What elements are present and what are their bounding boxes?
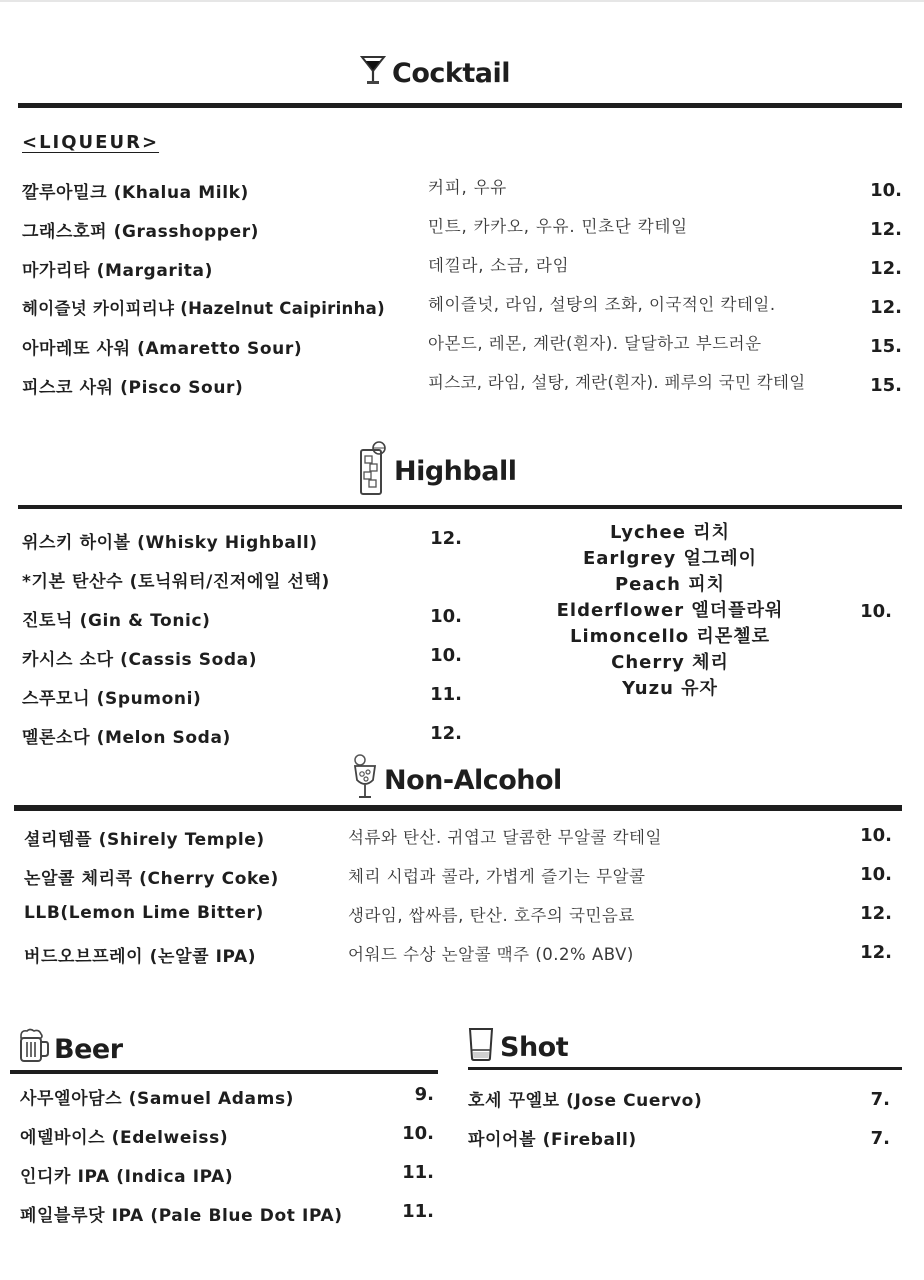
- menu-item-name: 호세 꾸엘보 (Jose Cuervo): [468, 1091, 703, 1111]
- menu-item-name: 헤이즐넛 카이피리냐 (Hazelnut Caipirinha): [22, 299, 385, 318]
- menu-item-desc: 아몬드, 레몬, 계란(흰자). 달달하고 부드러운: [428, 334, 762, 353]
- menu-item-name: 피스코 사워 (Pisco Sour): [22, 378, 244, 398]
- flavor-item: Limoncello 리몬첼로: [570, 626, 770, 647]
- menu-item-name: 에델바이스 (Edelweiss): [20, 1128, 229, 1148]
- non-alcohol-title-text: Non-Alcohol: [384, 765, 562, 796]
- menu-item-desc: 데낄라, 소금, 라임: [428, 256, 570, 275]
- menu-item-name: 사무엘아담스 (Samuel Adams): [20, 1089, 295, 1109]
- shot-section-title: [468, 1026, 568, 1069]
- shot-glass-icon: [468, 1026, 494, 1069]
- menu-item-name: 깔루아밀크 (Khalua Milk): [22, 183, 249, 203]
- flavor-item: Yuzu 유자: [622, 678, 718, 699]
- menu-item-price: 12.: [870, 258, 902, 279]
- menu-item-price: 12.: [870, 219, 902, 240]
- menu-item-name: 진토닉 (Gin & Tonic): [22, 611, 211, 631]
- menu-item-price: 10.: [860, 825, 892, 846]
- menu-item-name: 카시스 소다 (Cassis Soda): [22, 650, 258, 670]
- menu-item-desc: 석류와 탄산. 귀엽고 달콤한 무알콜 칵테일: [348, 828, 662, 847]
- beer-mug-icon: [18, 1028, 50, 1071]
- menu-item-name: 위스키 하이볼 (Whisky Highball): [22, 533, 318, 553]
- menu-item-desc: 어워드 수상 논알콜 맥주 (0.2% ABV): [348, 945, 634, 964]
- liqueur-subheading: <LIQUEUR>: [22, 132, 160, 153]
- menu-item-price: 10.: [402, 1123, 434, 1144]
- highball-section-title: [358, 440, 516, 503]
- beer-title-text: Beer: [54, 1034, 123, 1065]
- non-alcohol-section-title: [352, 754, 562, 807]
- menu-item-price: 9.: [414, 1084, 434, 1105]
- flavor-item: Cherry 체리: [611, 652, 729, 673]
- menu-item-name: 그래스호퍼 (Grasshopper): [22, 222, 260, 242]
- menu-item-desc: 커피, 우유: [428, 178, 508, 197]
- menu-item-price: 12.: [860, 942, 892, 963]
- menu-item-desc: 피스코, 라임, 설탕, 계란(흰자). 페루의 국민 칵테일: [428, 373, 806, 392]
- menu-item-price: 7.: [870, 1089, 890, 1110]
- menu-item-name: 멜론소다 (Melon Soda): [22, 728, 231, 748]
- menu-item-name: 버드오브프레이 (논알콜 IPA): [24, 947, 257, 967]
- beer-divider: [10, 1070, 438, 1074]
- menu-item-price: 10.: [430, 606, 462, 627]
- menu-item-price: 10.: [870, 180, 902, 201]
- highball-title-text: Highball: [394, 456, 517, 487]
- menu-item-price: 12.: [430, 723, 462, 744]
- menu-item-price: 12.: [870, 297, 902, 318]
- flavor-item: Peach 피치: [614, 574, 726, 595]
- highball-flavor-list: [520, 520, 820, 702]
- menu-item-name: 스푸모니 (Spumoni): [22, 689, 202, 709]
- menu-item-price: 7.: [870, 1128, 890, 1149]
- menu-item-name: 인디카 IPA (Indica IPA): [20, 1167, 234, 1187]
- menu-item-price: 15.: [870, 336, 902, 357]
- menu-item-desc: 생라임, 쌉싸름, 탄산. 호주의 국민음료: [348, 906, 635, 925]
- menu-item-price: 10.: [860, 864, 892, 885]
- highball-divider: [18, 505, 902, 509]
- cocktail-title-text: Cocktail: [392, 58, 510, 89]
- menu-item-name: 셜리템플 (Shirely Temple): [24, 830, 265, 850]
- cocktail-glass-icon: [360, 54, 386, 93]
- menu-item-price: 12.: [860, 903, 892, 924]
- cocktail-divider: [18, 103, 902, 108]
- menu-item-price: 12.: [430, 528, 462, 549]
- mocktail-glass-icon: [352, 754, 378, 807]
- flavor-item: Lychee 리치: [610, 522, 730, 543]
- menu-item-name: LLB(Lemon Lime Bitter): [24, 903, 264, 923]
- shot-title-text: Shot: [500, 1032, 569, 1063]
- menu-item-price: 11.: [430, 684, 462, 705]
- menu-item-name: 아마레또 사워 (Amaretto Sour): [22, 339, 303, 359]
- menu-item-desc: 체리 시럽과 콜라, 가볍게 즐기는 무알콜: [348, 867, 646, 886]
- menu-item-price: 10.: [430, 645, 462, 666]
- menu-item-name: 마가리타 (Margarita): [22, 261, 213, 281]
- flavor-item: Elderflower 엘더플라워: [556, 600, 784, 621]
- menu-item-note: *기본 탄산수 (토닉워터/진저에일 선택): [22, 572, 330, 592]
- menu-item-name: 논알콜 체리콕 (Cherry Coke): [24, 869, 279, 889]
- menu-item-price: 11.: [402, 1201, 434, 1222]
- shot-divider: [468, 1067, 902, 1070]
- menu-item-price: 11.: [402, 1162, 434, 1183]
- flavor-price: 10.: [860, 601, 892, 622]
- highball-glass-icon: [358, 440, 388, 503]
- menu-item-price: 15.: [870, 375, 902, 396]
- menu-item-desc: 민트, 카카오, 우유. 민초단 칵테일: [428, 217, 688, 236]
- non-alcohol-divider: [14, 805, 902, 811]
- beer-section-title: [18, 1028, 123, 1071]
- flavor-item: Earlgrey 얼그레이: [582, 548, 757, 569]
- menu-item-name: 파이어볼 (Fireball): [468, 1130, 637, 1150]
- menu-item-name: 페일블루닷 IPA (Pale Blue Dot IPA): [20, 1206, 343, 1226]
- cocktail-section-title: [360, 54, 510, 93]
- menu-item-desc: 헤이즐넛, 라임, 설탕의 조화, 이국적인 칵테일.: [428, 295, 776, 314]
